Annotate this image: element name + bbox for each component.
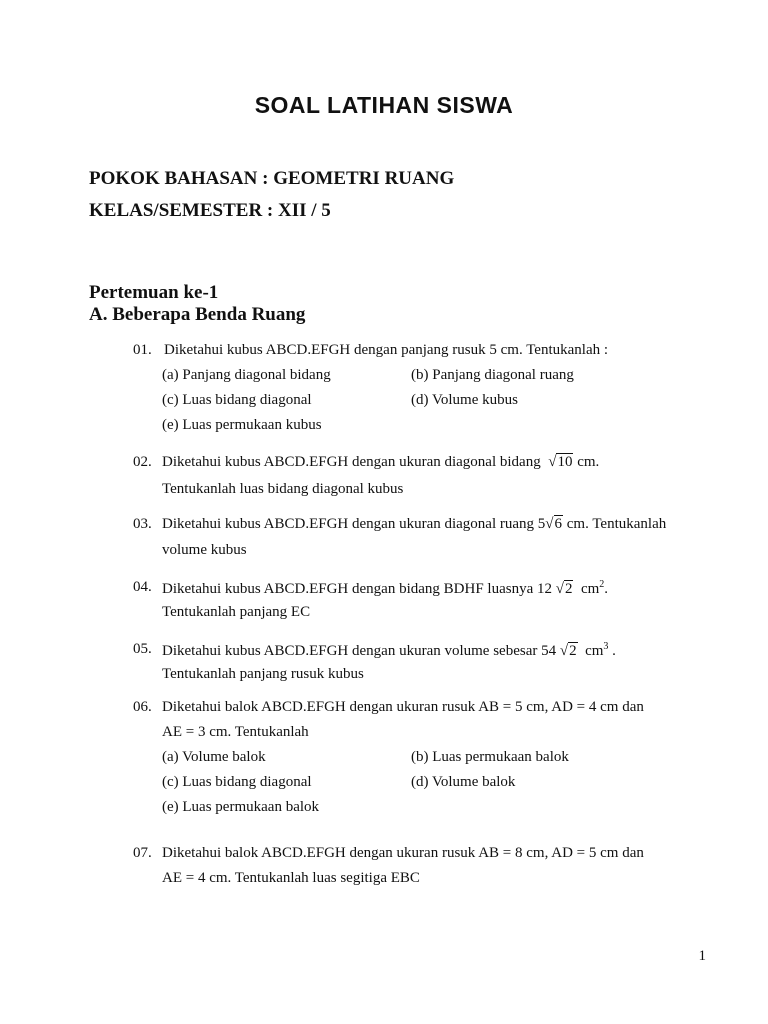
q04-text: Diketahui kubus ABCD.EFGH dengan bidang BDHF luasnya 12 √2 $cm^2$.: [162, 579, 609, 597]
q02-sqrt: √10: [548, 454, 573, 470]
q07-number: 07.: [133, 845, 152, 861]
q02-line2: Tentukanlah luas bidang diagonal kubus: [162, 481, 404, 497]
page-title: SOAL LATIHAN SISWA: [254, 92, 514, 118]
q06-option-b: (b) Luas permukaan balok: [411, 749, 569, 765]
q06-text: Diketahui balok ABCD.EFGH dengan ukuran rusuk AB = 5 cm, AD = 4 cm dan: [162, 699, 644, 715]
q06-line2: AE = 3 cm. Tentukanlah: [162, 724, 309, 740]
q04-line2: Tentukanlah panjang EC: [162, 604, 311, 620]
q06-option-a: (a) Volume balok: [162, 749, 266, 765]
q07-text: Diketahui balok ABCD.EFGH dengan ukuran rusuk AB = 8 cm, AD = 5 cm dan: [162, 845, 644, 861]
q03-text: Diketahui kubus ABCD.EFGH dengan ukuran diagonal ruang 5√6 cm. Tentukanlah: [162, 516, 667, 532]
q01-number: 01.: [133, 342, 152, 358]
q05-line2: Tentukanlah panjang rusuk kubus: [162, 666, 364, 682]
q01-option-b: (b) Panjang diagonal ruang: [411, 367, 574, 383]
q06-option-d: (d) Volume balok: [411, 774, 516, 790]
q05-number: 05.: [133, 641, 152, 657]
q07-line2: AE = 4 cm. Tentukanlah luas segitiga EBC: [162, 870, 420, 886]
q02-number: 02.: [133, 454, 152, 470]
q06-option-c: (c) Luas bidang diagonal: [162, 774, 312, 790]
q05-text: Diketahui kubus ABCD.EFGH dengan ukuran volume sebesar 54 √2 $cm^3$ .: [162, 641, 616, 659]
q01-option-a: (a) Panjang diagonal bidang: [162, 367, 331, 383]
topic-line: POKOK BAHASAN : GEOMETRI RUANG: [89, 168, 455, 189]
meeting-heading: Pertemuan ke-1: [89, 282, 219, 303]
q01-text: Diketahui kubus ABCD.EFGH dengan panjang rusuk 5 cm. Tentukanlah :: [164, 342, 609, 358]
q03-line2: volume kubus: [162, 542, 247, 558]
q04-number: 04.: [133, 579, 152, 595]
q03-sqrt: √6: [545, 516, 563, 532]
q01-option-d: (d) Volume kubus: [411, 392, 518, 408]
q01-option-c: (c) Luas bidang diagonal: [162, 392, 312, 408]
q04-sqrt: √2: [555, 581, 573, 597]
q02-text: Diketahui kubus ABCD.EFGH dengan ukuran diagonal bidang √10 cm.: [162, 454, 600, 470]
page-number: 1: [698, 948, 706, 964]
class-semester-line: KELAS/SEMESTER : XII / 5: [89, 200, 331, 221]
section-a-heading: A. Beberapa Benda Ruang: [89, 304, 306, 325]
q05-sqrt: √2: [559, 643, 577, 659]
q06-option-e: (e) Luas permukaan balok: [162, 799, 320, 815]
q06-number: 06.: [133, 699, 152, 715]
q03-number: 03.: [133, 516, 152, 532]
q01-option-e: (e) Luas permukaan kubus: [162, 417, 322, 433]
